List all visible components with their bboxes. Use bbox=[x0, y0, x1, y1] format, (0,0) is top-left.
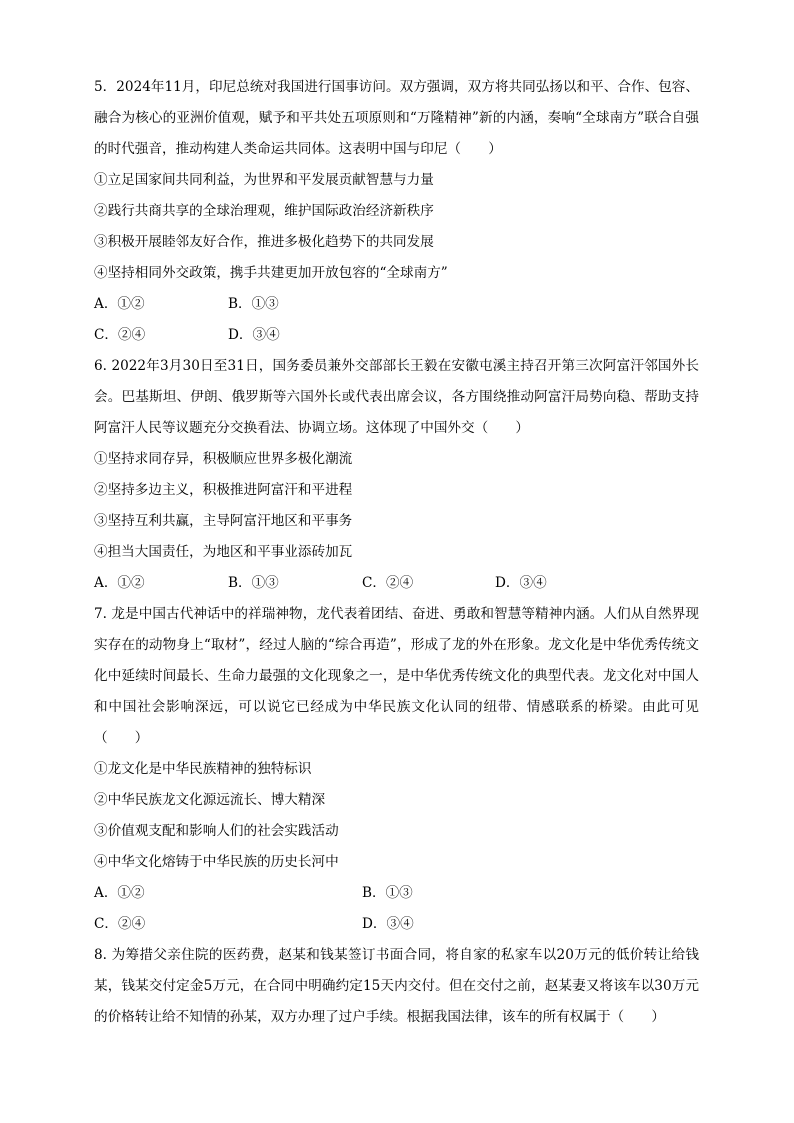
question-7-option-d[interactable]: D．③④ bbox=[362, 916, 414, 932]
question-5-item-4: ④坚持相同外交政策，携手共建更加开放包容的“全球南方” bbox=[94, 265, 448, 281]
question-6-option-b[interactable]: B．①③ bbox=[228, 575, 279, 591]
page-content bbox=[94, 72, 699, 1033]
question-5-option-a[interactable]: A．①② bbox=[94, 296, 145, 312]
question-6-item-1: ①坚持求同存异，积极顺应世界多极化潮流 bbox=[94, 451, 353, 467]
question-6 bbox=[94, 351, 699, 599]
question-6-item-4: ④担当大国责任，为地区和平事业添砖加瓦 bbox=[94, 544, 353, 560]
question-7-option-a[interactable]: A．①② bbox=[94, 885, 145, 901]
question-7-stem: 7. 龙是中国古代神话中的祥瑞神物，龙代表着团结、奋进、勇敢和智慧等精神内涵。人们从自然界现实存在的动物身上“取材”，经过人脑的“综合再造”，形成了龙的外在形象。龙文化是中华优秀传统文化中延续时间最长、生命力最强的文化现象之一，是中华优秀传统文化的典型代表。龙文化对中国人和中国社会影响深远，可以说它已经成为中华民族文化认同的纽带、情感联系的桥梁。由此可见（ ） bbox=[94, 606, 699, 746]
question-7-item-1: ①龙文化是中华民族精神的独特标识 bbox=[94, 761, 312, 777]
question-5-options-row-2 bbox=[94, 320, 699, 351]
question-5-stem: 5．2024年11月，印尼总统对我国进行国事访问。双方强调，双方将共同弘扬以和平、合作、包容、融合为核心的亚洲价值观，赋予和平共处五项原则和“万隆精神”新的内涵，奏响“全球南方”联合自强的时代强音，推动构建人类命运共同体。这表明中国与印尼（ ） bbox=[94, 79, 699, 157]
question-6-option-d[interactable]: D．③④ bbox=[495, 575, 547, 591]
question-6-option-c[interactable]: C．②④ bbox=[362, 575, 414, 591]
question-7-options-row-1 bbox=[94, 878, 699, 909]
question-5-option-c[interactable]: C．②④ bbox=[94, 327, 146, 343]
question-7-option-c[interactable]: C．②④ bbox=[94, 916, 146, 932]
question-7-item-3: ③价值观支配和影响人们的社会实践活动 bbox=[94, 823, 339, 839]
question-5-options-row-1 bbox=[94, 289, 699, 320]
question-8-stem: 8. 为筹措父亲住院的医药费，赵某和钱某签订书面合同，将自家的私家车以20万元的低价转让给钱某，钱某交付定金5万元，在合同中明确约定15天内交付。但在交付之前，赵某妻又将该车以30万元的价格转让给不知情的孙某，双方办理了过户手续。根据我国法律，该车的所有权属于（ ） bbox=[94, 947, 699, 1025]
question-5 bbox=[94, 72, 699, 351]
question-6-stem: 6. 2022年3月30日至31日，国务委员兼外交部部长王毅在安徽屯溪主持召开第三次阿富汗邻国外长会。巴基斯坦、伊朗、俄罗斯等六国外长或代表出席会议，各方围绕推动阿富汗局势向稳、帮助支持阿富汗人民等议题充分交换看法、协调立场。这体现了中国外交（ ） bbox=[94, 358, 699, 436]
question-5-option-b[interactable]: B．①③ bbox=[228, 296, 279, 312]
question-7 bbox=[94, 599, 699, 940]
question-6-item-2: ②坚持多边主义，积极推进阿富汗和平进程 bbox=[94, 482, 353, 498]
question-5-item-1: ①立足国家间共同利益，为世界和平发展贡献智慧与力量 bbox=[94, 172, 434, 188]
question-5-option-d[interactable]: D．③④ bbox=[228, 327, 280, 343]
question-5-item-3: ③积极开展睦邻友好合作，推进多极化趋势下的共同发展 bbox=[94, 234, 434, 250]
question-8 bbox=[94, 940, 699, 1033]
question-6-option-a[interactable]: A．①② bbox=[94, 575, 145, 591]
question-5-item-2: ②践行共商共享的全球治理观，维护国际政治经济新秩序 bbox=[94, 203, 434, 219]
question-7-option-b[interactable]: B．①③ bbox=[362, 885, 413, 901]
question-7-item-4: ④中华文化熔铸于中华民族的历史长河中 bbox=[94, 854, 339, 870]
question-6-item-3: ③坚持互利共赢，主导阿富汗地区和平事务 bbox=[94, 513, 353, 529]
question-7-item-2: ②中华民族龙文化源远流长、博大精深 bbox=[94, 792, 326, 808]
question-7-options-row-2 bbox=[94, 909, 699, 940]
question-6-options-row bbox=[94, 568, 699, 599]
